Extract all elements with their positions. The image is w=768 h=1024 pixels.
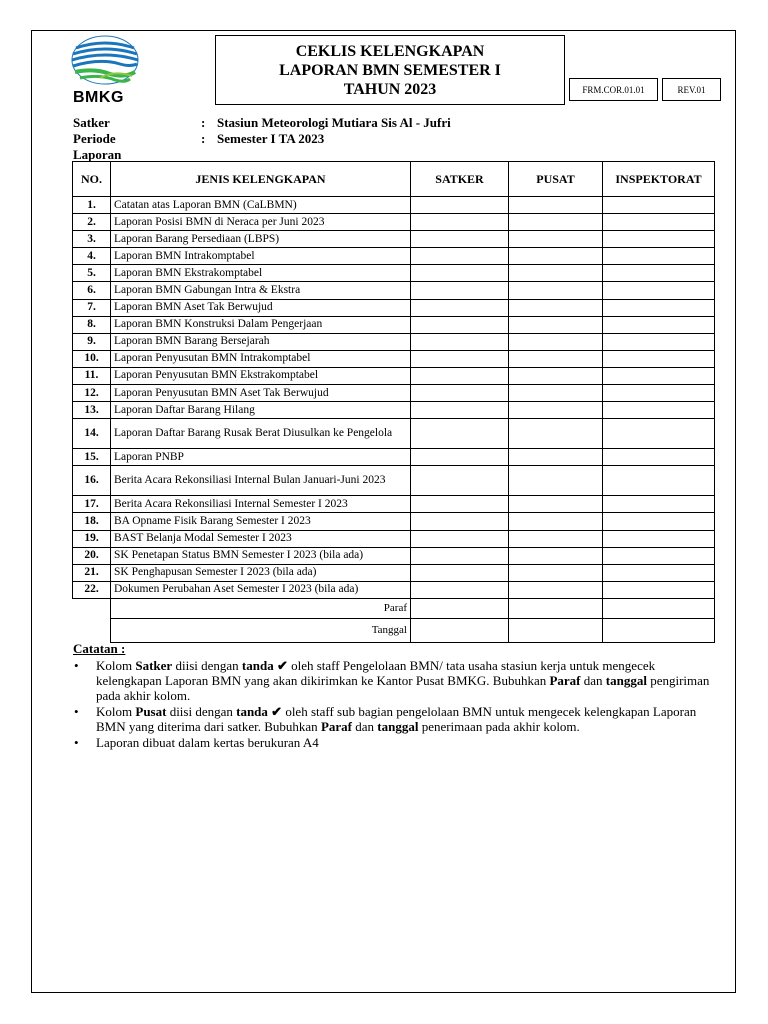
row-number: 13. (73, 402, 111, 419)
periode-label: Periode Laporan (73, 131, 122, 162)
row-number: 19. (73, 530, 111, 547)
note-text: penerimaan pada akhir kolom. (418, 719, 580, 734)
row-number: 11. (73, 367, 111, 384)
pusat-check-cell[interactable] (509, 385, 603, 402)
note-text: oleh staff sub bagian pengelolaan BMN untuk mengecek kelengkapan Laporan BMN yang diterima dari satker. Bubuhkan (96, 704, 697, 734)
row-item: Laporan BMN Gabungan Intra & Ekstra (111, 282, 411, 299)
note-text: tanda ✔ (241, 658, 288, 673)
pusat-check-cell[interactable] (509, 402, 603, 419)
notes-list (73, 658, 713, 750)
note-text: Kolom (96, 658, 136, 673)
inspektorat-check-cell[interactable] (603, 530, 715, 547)
row-item: BAST Belanja Modal Semester I 2023 (111, 530, 411, 547)
inspektorat-check-cell[interactable] (603, 385, 715, 402)
satker-check-cell[interactable] (411, 466, 509, 496)
note-item (74, 658, 713, 703)
table-row (73, 449, 715, 466)
table-row (73, 316, 715, 333)
pusat-check-cell[interactable] (509, 466, 603, 496)
title-line-1: CEKLIS KELENGKAPAN (295, 43, 485, 60)
table-row (73, 419, 715, 449)
logo-text: BMKG (73, 89, 124, 106)
satker-check-cell[interactable] (411, 214, 509, 231)
pusat-check-cell[interactable] (509, 316, 603, 333)
inspektorat-check-cell[interactable] (603, 197, 715, 214)
note-text: Paraf (549, 673, 581, 688)
row-item: Berita Acara Rekonsiliasi Internal Semester I 2023 (111, 496, 411, 513)
title-line-3: TAHUN 2023 (343, 81, 437, 98)
table-row (73, 333, 715, 350)
periode-value: Semester I TA 2023 (217, 131, 325, 146)
row-number: 2. (73, 214, 111, 231)
note-text: tanggal (605, 673, 647, 688)
row-item: Laporan Daftar Barang Rusak Berat Diusulkan ke Pengelola (111, 419, 411, 449)
table-row (73, 231, 715, 248)
satker-check-cell[interactable] (411, 197, 509, 214)
pusat-check-cell[interactable] (509, 581, 603, 598)
row-number: 10. (73, 350, 111, 367)
inspektorat-check-cell[interactable] (603, 350, 715, 367)
row-item: SK Penghapusan Semester I 2023 (bila ada) (111, 564, 411, 581)
satker-check-cell[interactable] (411, 231, 509, 248)
note-text: Satker (135, 658, 173, 673)
row-item: Laporan Posisi BMN di Neraca per Juni 2023 (111, 214, 411, 231)
note-item (74, 735, 713, 750)
table-row (73, 564, 715, 581)
satker-check-cell[interactable] (411, 581, 509, 598)
inspektorat-check-cell[interactable] (603, 581, 715, 598)
row-item: Laporan Daftar Barang Hilang (111, 402, 411, 419)
row-number: 21. (73, 564, 111, 581)
table-row (73, 282, 715, 299)
row-item: Laporan BMN Aset Tak Berwujud (111, 299, 411, 316)
row-number: 20. (73, 547, 111, 564)
inspektorat-check-cell[interactable] (603, 299, 715, 316)
satker-check-cell[interactable] (411, 385, 509, 402)
satker-check-cell[interactable] (411, 248, 509, 265)
tanggal-row (73, 618, 715, 642)
pusat-check-cell[interactable] (509, 299, 603, 316)
row-number: 8. (73, 316, 111, 333)
pusat-check-cell[interactable] (509, 513, 603, 530)
row-number: 16. (73, 466, 111, 496)
footer-blank (73, 598, 111, 642)
paraf-label: Paraf (111, 598, 411, 618)
header-jenis: JENIS KELENGKAPAN (111, 162, 411, 197)
row-item: Laporan Penyusutan BMN Aset Tak Berwujud (111, 385, 411, 402)
table-row (73, 581, 715, 598)
note-text: Kolom (96, 704, 136, 719)
row-number: 17. (73, 496, 111, 513)
note-text: pengiriman pada akhir kolom. (96, 673, 710, 703)
tanggal-pusat-cell[interactable] (509, 618, 603, 642)
satker-check-cell[interactable] (411, 316, 509, 333)
checklist-table (72, 161, 715, 643)
row-item: Berita Acara Rekonsiliasi Internal Bulan Januari-Juni 2023 (111, 466, 411, 496)
row-number: 1. (73, 197, 111, 214)
table-row (73, 402, 715, 419)
inspektorat-check-cell[interactable] (603, 316, 715, 333)
tanggal-inspektorat-cell[interactable] (603, 618, 715, 642)
row-item: Laporan BMN Ekstrakomptabel (111, 265, 411, 282)
pusat-check-cell[interactable] (509, 265, 603, 282)
row-number: 15. (73, 449, 111, 466)
satker-check-cell[interactable] (411, 402, 509, 419)
row-item: Laporan Penyusutan BMN Ekstrakomptabel (111, 367, 411, 384)
pusat-check-cell[interactable] (509, 231, 603, 248)
inspektorat-check-cell[interactable] (603, 282, 715, 299)
pusat-check-cell[interactable] (509, 496, 603, 513)
revision-code: REV.01 (662, 78, 721, 101)
row-number: 4. (73, 248, 111, 265)
pusat-check-cell[interactable] (509, 197, 603, 214)
pusat-check-cell[interactable] (509, 282, 603, 299)
bullet-icon: • (74, 735, 79, 750)
row-number: 18. (73, 513, 111, 530)
row-item: Laporan BMN Konstruksi Dalam Pengerjaan (111, 316, 411, 333)
inspektorat-check-cell[interactable] (603, 214, 715, 231)
inspektorat-check-cell[interactable] (603, 466, 715, 496)
satker-check-cell[interactable] (411, 350, 509, 367)
satker-check-cell[interactable] (411, 299, 509, 316)
notes-heading: Catatan : (73, 641, 126, 656)
paraf-row (73, 598, 715, 618)
pusat-check-cell[interactable] (509, 214, 603, 231)
tanggal-label: Tanggal (111, 618, 411, 642)
satker-check-cell[interactable] (411, 496, 509, 513)
row-item: Laporan Penyusutan BMN Intrakomptabel (111, 350, 411, 367)
inspektorat-check-cell[interactable] (603, 513, 715, 530)
row-item: Laporan BMN Intrakomptabel (111, 248, 411, 265)
note-text: Paraf (320, 719, 352, 734)
header-pusat: PUSAT (509, 162, 603, 197)
pusat-check-cell[interactable] (509, 419, 603, 449)
satker-check-cell[interactable] (411, 282, 509, 299)
header-satker: SATKER (411, 162, 509, 197)
table-body (73, 197, 715, 599)
pusat-check-cell[interactable] (509, 350, 603, 367)
pusat-check-cell[interactable] (509, 547, 603, 564)
header-no: NO. (73, 162, 111, 197)
satker-check-cell[interactable] (411, 547, 509, 564)
row-item: Laporan PNBP (111, 449, 411, 466)
pusat-check-cell[interactable] (509, 449, 603, 466)
row-item: Catatan atas Laporan BMN (CaLBMN) (111, 197, 411, 214)
bullet-icon: • (74, 658, 79, 673)
note-text: tanda ✔ (236, 704, 283, 719)
pusat-check-cell[interactable] (509, 248, 603, 265)
table-row (73, 466, 715, 496)
document-title (215, 35, 565, 105)
periode-colon: : (201, 131, 206, 146)
table-row (73, 496, 715, 513)
form-code: FRM.COR.01.01 (569, 78, 658, 101)
row-number: 22. (73, 581, 111, 598)
row-number: 5. (73, 265, 111, 282)
paraf-satker-cell[interactable] (411, 598, 509, 618)
row-number: 14. (73, 419, 111, 449)
bullet-icon: • (74, 704, 79, 719)
row-number: 6. (73, 282, 111, 299)
pusat-check-cell[interactable] (509, 530, 603, 547)
row-number: 7. (73, 299, 111, 316)
pusat-check-cell[interactable] (509, 333, 603, 350)
pusat-check-cell[interactable] (509, 564, 603, 581)
pusat-check-cell[interactable] (509, 367, 603, 384)
row-item: Laporan BMN Barang Bersejarah (111, 333, 411, 350)
note-text: Laporan dibuat dalam kertas berukuran A4 (96, 735, 319, 750)
table-row (73, 299, 715, 316)
satker-check-cell[interactable] (411, 419, 509, 449)
inspektorat-check-cell[interactable] (603, 419, 715, 449)
row-number: 12. (73, 385, 111, 402)
note-text: diisi dengan (172, 658, 242, 673)
row-item: SK Penetapan Status BMN Semester I 2023 (bila ada) (111, 547, 411, 564)
note-text: dan (351, 719, 378, 734)
header-inspektorat: INSPEKTORAT (603, 162, 715, 197)
note-text: Pusat (135, 704, 167, 719)
satker-check-cell[interactable] (411, 513, 509, 530)
table-row (73, 385, 715, 402)
satker-value: Stasiun Meteorologi Mutiara Sis Al - Jufri (217, 115, 451, 130)
paraf-pusat-cell[interactable] (509, 598, 603, 618)
inspektorat-check-cell[interactable] (603, 265, 715, 282)
inspektorat-check-cell[interactable] (603, 402, 715, 419)
title-line-2: LAPORAN BMN SEMESTER I (279, 62, 501, 79)
table-row (73, 367, 715, 384)
table-row (73, 248, 715, 265)
note-text: dan (580, 673, 606, 688)
inspektorat-check-cell[interactable] (603, 449, 715, 466)
satker-check-cell[interactable] (411, 333, 509, 350)
inspektorat-check-cell[interactable] (603, 547, 715, 564)
inspektorat-check-cell[interactable] (603, 248, 715, 265)
satker-check-cell[interactable] (411, 564, 509, 581)
inspektorat-check-cell[interactable] (603, 367, 715, 384)
note-text: diisi dengan (166, 704, 237, 719)
row-item: Dokumen Perubahan Aset Semester I 2023 (bila ada) (111, 581, 411, 598)
paraf-inspektorat-cell[interactable] (603, 598, 715, 618)
satker-check-cell[interactable] (411, 367, 509, 384)
note-item (74, 704, 713, 734)
table-row (73, 530, 715, 547)
inspektorat-check-cell[interactable] (603, 496, 715, 513)
satker-check-cell[interactable] (411, 265, 509, 282)
satker-check-cell[interactable] (411, 449, 509, 466)
row-number: 3. (73, 231, 111, 248)
satker-colon: : (201, 115, 206, 130)
inspektorat-check-cell[interactable] (603, 564, 715, 581)
row-number: 9. (73, 333, 111, 350)
note-text: oleh staff Pengelolaan BMN/ tata usaha stasiun kerja untuk mengecek kelengkapan Laporan BMN yang akan dikirimkan ke Kantor Pusat BMKG. Bubuhkan (96, 658, 656, 688)
tanggal-satker-cell[interactable] (411, 618, 509, 642)
row-item: BA Opname Fisik Barang Semester I 2023 (111, 513, 411, 530)
table-row (73, 547, 715, 564)
table-row (73, 350, 715, 367)
satker-label: Satker (73, 115, 110, 130)
inspektorat-check-cell[interactable] (603, 333, 715, 350)
table-row (73, 513, 715, 530)
notes-section (73, 641, 713, 751)
note-text: tanggal (377, 719, 419, 734)
table-row (73, 265, 715, 282)
table-header-row (73, 162, 715, 197)
inspektorat-check-cell[interactable] (603, 231, 715, 248)
satker-check-cell[interactable] (411, 530, 509, 547)
row-item: Laporan Barang Persediaan (LBPS) (111, 231, 411, 248)
table-row (73, 214, 715, 231)
table-row (73, 197, 715, 214)
